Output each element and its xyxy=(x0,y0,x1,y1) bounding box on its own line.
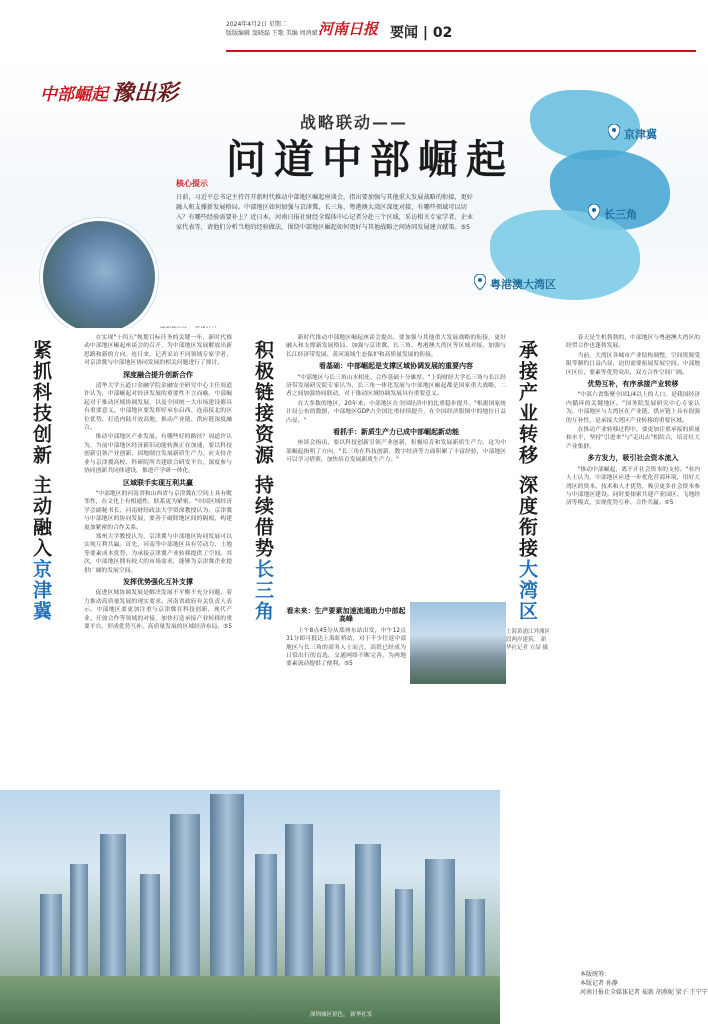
map-label-jingjinji: 京津冀 xyxy=(624,128,657,141)
kicker: 战略联动—— xyxy=(300,113,409,132)
shenzhen-photo-caption: 深圳城区景色。 新华社发 xyxy=(310,1012,373,1018)
left-article xyxy=(84,334,232,790)
paragraph: 新时代推动中部地区崛起座谈会提出，要加强与其他重大发展战略的衔接，更好融入和支撑新发展格局。加强与京津冀、长三角、粤港澳大湾区等区域对接，加强与长江经济带发展、黄河流域生态保护和高质量发展的衔接。 xyxy=(286,335,506,358)
editor-credits: 本版统筹： 本版记者 孙静 河南日报社全媒体记者 茹新 胡燕妮 梁子 王宁宁 xyxy=(580,971,708,996)
shanghai-photo-caption: 上海黄浦江外滩区段两岸建筑。 新华社记者 方喆 摄 xyxy=(506,629,551,651)
paragraph: "中部地区与长三角山水相连、合作基础十分雄厚。"上海财经大学长三角与长江经济带发展研究院专家认为，长三角一体化发展与中部地区崛起都是国家重大战略，二者之间加强协同联动，对于推动区域协调发展具有重要意义。 xyxy=(286,374,506,398)
series-title xyxy=(40,76,178,107)
subheading: 多方发力，吸引社会资本流入 xyxy=(587,454,679,463)
series-title-dark: 豫出彩 xyxy=(112,80,179,106)
paragraph: 在推动产业转移过程中，要更加注重承接的质量和水平，坚持"引进来"与"走出去"相结合，培育壮大产业集群。 xyxy=(566,427,700,450)
page-header xyxy=(0,0,708,58)
header-rule xyxy=(226,50,696,52)
pin-icon xyxy=(608,124,620,140)
subheading: 优势互补，有序承接产业转移 xyxy=(587,380,679,389)
paragraph: 当前，大湾区各城市产业结构调整，空间资源受限等制约日益凸显，迫切需要拓展发展空间。中部地区区位、要素等优势突出，双方合作空间广阔。 xyxy=(566,352,700,376)
header-meta xyxy=(226,20,318,38)
hint-title: 核心提示 xyxy=(176,179,208,188)
region-map xyxy=(470,80,690,320)
paragraph: 春天是生机勃勃的，中部地区与粤港澳大湾区的经贸合作也蓬勃发展。 xyxy=(566,335,700,350)
subheading: 深度融合提升创新合作 xyxy=(123,370,193,379)
paragraph: "中部地区的河南省和山西省与京津冀在空间上具有毗邻性，在文化上有相通性，联系更为紧密。"中国区域经济学会副秘书长、河南财经政法大学资深教授认为，京津冀与中部地区的协同发展，要善于破除地区间的隔阂，构建更加紧密的合作关系。 xyxy=(84,490,232,531)
paragraph: 在实现"十四五"规划目标任务的关键一年，新时代推动中部地区崛起座谈会的召开，为中部地区发展解放出新思路和新的方向。连日来，记者采访不同领域专家学者，对京津冀与中部地区协同发展的相关问题进行了探讨。 xyxy=(84,335,232,367)
subheading: 看基础：中部崛起是支撑区域协调发展的重要内容 xyxy=(319,362,473,371)
paragraph: 促进区域协调发展是解决发展不平衡不充分问题、着力推动高质量发展的现实要求。河南省政府有关负责人表示，中部地区要更加注重与京津冀在科技创新、现代产业、开放合作等领域的对接，加快打造承接产业转移的重要平台，形成优势互补、高质量发展的区域经济布局。⑤5 xyxy=(84,590,232,630)
paragraph: "推动中部崛起，离不开社会资本的支持。"业内人士认为，中部地区应进一步优化营商环境，用好大湾区的资本、技术和人才优势，吸引更多社会资本参与中部地区建设。同时要探索共建产业园区、飞地经济等模式，实现优势互补、合作共赢。⑤5 xyxy=(566,466,700,507)
subheading: 发挥优势强化互补支撑 xyxy=(123,577,193,586)
hint-text: 日前，习近平总书记主持召开新时代推动中部地区崛起座谈会，指出要加强与其他重大发展战略的衔接，更好融入和支撑新发展格局。中部地区如何加强与京津冀、长三角、粤港澳大湾区深度对接，有哪些领域可以切入？有哪些经验需要补上？近日本，河南日报社财经全媒体中心记者分赴三个区域，采访相关专家学者、企业家代表等，请他们分析当地的经验做法，围绕中部地区崛起如何更好与其他战略之间协同发展建言献策。⑤5 xyxy=(176,194,473,231)
shenzhen-skyline-photo xyxy=(0,790,500,1024)
station-photo-caption xyxy=(160,326,220,328)
date-line: 2024年4月2日 星期二 xyxy=(226,21,287,28)
core-hint xyxy=(176,178,476,233)
middle-vertical-title: 积极链接资源 持续借势长三角 xyxy=(252,340,274,622)
shanghai-photo xyxy=(410,602,506,684)
right-article xyxy=(566,334,700,966)
subheading: 看抓手：新质生产力已成中部崛起新动能 xyxy=(333,428,459,437)
subheading: 看未来：生产要素加速流通助力中部起高峰 xyxy=(286,607,406,624)
paragraph: 郑州大学教授认为，京津冀与中部地区协同发展可以实现互利共赢。首先，河南等中部地区具有劳动力、土地等要素成本优势，为承接京津冀产业转移提供了空间。其次，中部地区拥有较大的市场需求，能够为京津冀企业提供广阔的发展空间。 xyxy=(84,533,232,574)
paragraph: 上午8点45分从郑州东站出发，中午12点31分即可抵达上海虹桥站，对于不少往返中部地区与长三角的商务人士而言，高铁已经成为日常出行的首选。交通网络不断完善，为两地要素流动提供了便利。⑤5 xyxy=(286,627,406,668)
banner xyxy=(0,58,708,328)
series-title-red: 中部崛起 xyxy=(40,85,108,105)
map-label-yangtze-delta: 长三角 xyxy=(604,208,637,221)
middle-article xyxy=(286,334,506,602)
pin-icon xyxy=(588,204,600,220)
paragraph: 推动中部地区产业发展，有哪些好的路径？周道许认为，当前中部地区经济新旧动能转换正在加速，要以科技创新引领产业创新，因地制宜发展新质生产力。应支持企业与京津冀高校、科研院所共建联合研发平台，深度参与协同创新共同体建设，推进产学研一体化。 xyxy=(84,434,232,475)
paragraph: 座谈会指出，要以科技创新引领产业创新，积极培育和发展新质生产力。这为中部崛起指明了方向。"长三角在科技创新、数字经济等方面积累了丰富经验，中部地区可以学习借鉴，加快培育发展新质生产力。" xyxy=(286,440,506,464)
paragraph: "中部六省集聚全国1/4以上的人口，是我国经济内循环的关键地区。"国务院发展研究中心专家认为，中部地区与大湾区在产业链、供应链上具有很强的互补性，是承接大湾区产业转移的重要区域。 xyxy=(566,392,700,424)
station-photo xyxy=(40,218,158,328)
headline: 问道中部崛起 xyxy=(226,136,514,183)
pin-icon xyxy=(474,274,486,290)
park-ground xyxy=(0,976,500,1024)
staff-line: 版版编辑 窦晓磊 王歌 美编 周鸿斌 xyxy=(226,30,318,37)
paragraph: 清华大学五道口金融学院金融安全研究中心主任周道许认为，中部崛起对经济发展的重要性不言而喻。中部崛起对于推动区域协调发展，以及全国统一大市场建设都具有重要意义。中部地区要发挥好承东启西、连南接北的区位优势，打造内陆开放高地，推动产业链、供应链深度融合。 xyxy=(84,383,232,432)
left-vertical-title: 紧抓科技创新 主动融入京津冀 xyxy=(30,340,52,622)
paragraph: 在大多数的地区，20年来，中部地区在全国经济中的比重稳步提升。"根据国家统计局公布的数据，中部地区GDP占全国比重持续提升，在全国经济版图中的地位日益凸显。" xyxy=(286,400,506,424)
newspaper-logo: 河南日报 xyxy=(318,20,379,38)
subheading: 区域联手实现互利共赢 xyxy=(123,478,193,487)
map-label-greater-bay: 粤港澳大湾区 xyxy=(490,278,556,291)
right-vertical-title: 承接产业转移 深度衔接大湾区 xyxy=(516,340,538,622)
middle-article-continued xyxy=(286,604,406,790)
section-label: 要闻 | 02 xyxy=(390,25,453,41)
